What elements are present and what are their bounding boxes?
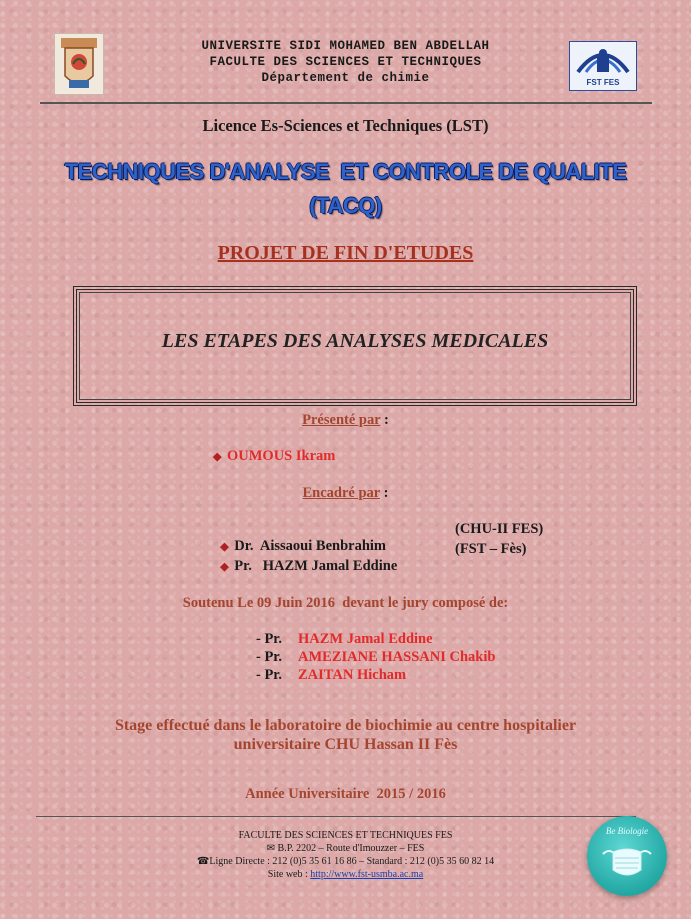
supervisor-affiliation: (FST – Fès) bbox=[455, 541, 527, 557]
bullet-icon: ◆ bbox=[220, 541, 229, 553]
subject-frame bbox=[73, 286, 637, 406]
presented-by-label: Présenté par bbox=[302, 412, 381, 428]
footer-web-line bbox=[0, 868, 691, 881]
supervised-by-label: Encadré par bbox=[302, 485, 380, 501]
supervised-by-colon: : bbox=[380, 485, 389, 501]
jury-item bbox=[256, 667, 406, 684]
faculty-name: FACULTE DES SCIENCES ET TECHNIQUES bbox=[209, 55, 482, 69]
header-divider bbox=[40, 102, 652, 104]
jury-name: ZAITAN Hicham bbox=[298, 667, 407, 683]
internship-line-1: Stage effectué dans le laboratoire de biochimie au centre hospitalier bbox=[114, 717, 577, 734]
licence-title: Licence Es-Sciences et Techniques (LST) bbox=[202, 116, 489, 135]
footer-phone: Ligne Directe : 212 (0)5 35 61 16 86 – Standard : 212 (0)5 35 60 82 14 bbox=[209, 856, 495, 867]
presented-by-colon: : bbox=[380, 412, 389, 428]
footer-web-link[interactable]: http://www.fst-usmba.ac.ma bbox=[310, 869, 424, 880]
face-mask-icon bbox=[601, 844, 653, 882]
be-biologie-badge bbox=[587, 816, 667, 896]
jury-name: AMEZIANE HASSANI Chakib bbox=[298, 649, 496, 665]
jury-item bbox=[256, 649, 495, 666]
jury-prefix: - Pr. bbox=[256, 631, 283, 647]
footer-web-label: Site web : bbox=[267, 869, 308, 880]
footer-faculty: FACULTE DES SCIENCES ET TECHNIQUES FES bbox=[238, 830, 453, 841]
supervisor-item bbox=[213, 541, 397, 575]
fst-fes-logo-text: FST FES bbox=[586, 78, 620, 87]
student-item bbox=[213, 448, 335, 465]
program-abbreviation: (TACQ) bbox=[309, 193, 382, 218]
subject-title: LES ETAPES DES ANALYSES MEDICALES bbox=[161, 330, 549, 352]
footer-address: B.P. 2202 – Route d'Imouzzer – FES bbox=[277, 843, 425, 854]
program-title: TECHNIQUES D'ANALYSE ET CONTROLE DE QUALITE bbox=[64, 159, 627, 184]
fst-fes-logo-icon bbox=[569, 41, 637, 91]
student-name: OUMOUS Ikram bbox=[227, 448, 336, 464]
presented-by-line bbox=[0, 412, 691, 429]
jury-prefix: - Pr. bbox=[256, 649, 283, 665]
badge-text: Be Biologie bbox=[605, 826, 649, 836]
university-name: UNIVERSITE SIDI MOHAMED BEN ABDELLAH bbox=[201, 39, 490, 53]
jury-item bbox=[256, 631, 433, 648]
department-name: Département de chimie bbox=[261, 71, 430, 85]
jury-prefix: - Pr. bbox=[256, 667, 283, 683]
footer-divider bbox=[36, 816, 636, 817]
bullet-icon: ◆ bbox=[213, 451, 222, 463]
internship-line-2: universitaire CHU Hassan II Fès bbox=[233, 736, 458, 753]
supervised-by-line bbox=[0, 485, 691, 502]
supervisor-name: Dr. Aissaoui Benbrahim bbox=[234, 538, 386, 554]
project-heading: PROJET DE FIN D'ETUDES bbox=[217, 242, 474, 264]
mail-icon: ✉ bbox=[266, 843, 278, 854]
supervisor-affiliation: (CHU-II FES) bbox=[455, 521, 544, 537]
defense-statement: Soutenu Le 09 Juin 2016 devant le jury composé de: bbox=[182, 595, 509, 611]
supervisor-name: Pr. HAZM Jamal Eddine bbox=[234, 558, 398, 574]
phone-icon: ☎ bbox=[196, 856, 210, 867]
bullet-icon: ◆ bbox=[220, 561, 229, 573]
academic-year: Année Universitaire 2015 / 2016 bbox=[245, 786, 446, 802]
jury-name: HAZM Jamal Eddine bbox=[298, 631, 433, 647]
